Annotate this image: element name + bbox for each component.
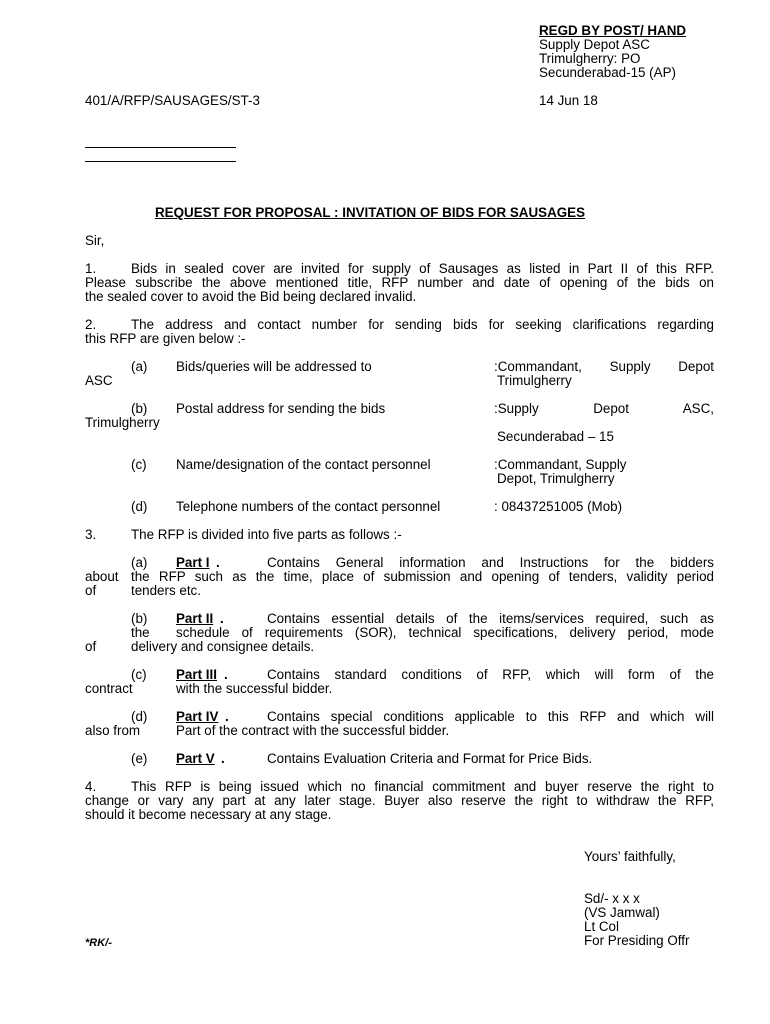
part-e-name: Part V: [176, 751, 215, 766]
part-a-wrap1: the RFP such as the time, place of submission and opening of tenders, validity period: [131, 569, 714, 584]
para2-item-a-value-2: Trimulgherry: [497, 373, 572, 388]
part-d-label: (d): [131, 709, 148, 724]
para4-number: 4.: [85, 779, 97, 794]
signature: Sd/- x x x: [584, 891, 640, 906]
reference-number: 401/A/RFP/SAUSAGES/ST-3: [85, 93, 260, 108]
para2-item-b-overflow: Trimulgherry: [85, 415, 160, 430]
para2-item-c-value: :Commandant, Supply: [494, 457, 627, 472]
part-b-name: Part II: [176, 611, 214, 626]
part-b-label: (b): [131, 611, 148, 626]
letter-date: 14 Jun 18: [539, 93, 598, 108]
part-a-wrap1-left: about: [85, 569, 119, 584]
part-d-text: Contains special conditions applicable to this RFP and which will: [267, 709, 714, 724]
para2-item-c-value-2: Depot, Trimulgherry: [497, 471, 615, 486]
para2-item-b-value: :Supply Depot ASC,: [494, 401, 714, 416]
part-d-name: Part IV: [176, 709, 219, 724]
part-b-text: Contains essential details of the items/services required, such as: [267, 611, 714, 626]
para4-line-1: This RFP is being issued which no financial commitment and buyer reserve the right to: [131, 779, 714, 794]
para2-item-c-label: (c): [131, 457, 147, 472]
part-e-label: (e): [131, 751, 148, 766]
signatory-rank: Lt Col: [584, 919, 619, 934]
part-a-name: Part I: [176, 555, 210, 570]
para2-item-d-text: Telephone numbers of the contact personnel: [176, 499, 441, 514]
para4-line-2: change or vary any part at any later stage. Buyer also reserve the right to withdraw the RFP,: [85, 793, 714, 808]
para2-item-b-text: Postal address for sending the bids: [176, 401, 386, 416]
sender-address-line-1: Supply Depot ASC: [539, 37, 650, 52]
part-a-period: .: [216, 555, 220, 570]
para1-line-1: Bids in sealed cover are invited for supply of Sausages as listed in Part II of this RFP.: [131, 261, 714, 276]
part-c-period: .: [224, 667, 228, 682]
part-c-text: Contains standard conditions of RFP, which will form of the: [267, 667, 714, 682]
part-a-wrap2: tenders etc.: [131, 583, 201, 598]
sender-address-line-2: Trimulgherry: PO: [539, 51, 641, 66]
part-b-wrap1: schedule of requirements (SOR), technical specifications, delivery period, mode: [176, 625, 714, 640]
part-a-label: (a): [131, 555, 148, 570]
document-title: REQUEST FOR PROPOSAL : INVITATION OF BIDS FOR SAUSAGES: [155, 205, 586, 220]
para2-item-a-text: Bids/queries will be addressed to: [176, 359, 372, 374]
part-b-wrap2: delivery and consignee details.: [131, 639, 315, 654]
para1-line-3: the sealed cover to avoid the Bid being declared invalid.: [85, 289, 417, 304]
para4-line-3: should it become necessary at any stage.: [85, 807, 332, 822]
para2-item-d-label: (d): [131, 499, 148, 514]
para1-number: 1.: [85, 261, 97, 276]
part-a-text: Contains General information and Instructions for the bidders: [267, 555, 714, 570]
part-c-wrap1: with the successful bidder.: [176, 681, 333, 696]
part-b-wrap1-left: the: [131, 625, 150, 640]
part-c-wrap1-left: contract: [85, 681, 133, 696]
part-b-wrap2-left: of: [85, 639, 97, 654]
part-d-wrap1: Part of the contract with the successful bidder.: [176, 723, 450, 738]
signatory-name: (VS Jamwal): [584, 905, 660, 920]
para2-item-a-overflow: ASC: [85, 373, 113, 388]
addressee-blank-line-1: [85, 147, 236, 148]
para2-line-2: this RFP are given below :-: [85, 331, 246, 346]
para2-item-d-value: : 08437251005 (Mob): [494, 499, 623, 514]
salutation: Sir,: [85, 233, 105, 248]
para2-item-b-label: (b): [131, 401, 148, 416]
part-c-label: (c): [131, 667, 147, 682]
para1-line-2: Please subscribe the above mentioned title, RFP number and date of opening of the bids on: [85, 275, 714, 290]
part-e-period: .: [221, 751, 225, 766]
regd-by-post-heading: REGD BY POST/ HAND: [539, 23, 687, 38]
para3-intro: The RFP is divided into five parts as follows :-: [131, 527, 402, 542]
part-c-name: Part III: [176, 667, 217, 682]
signatory-designation: For Presiding Offr: [584, 933, 690, 948]
part-a-wrap2-left: of: [85, 583, 97, 598]
para2-item-a-label: (a): [131, 359, 148, 374]
para2-item-a-value: :Commandant, Supply Depot: [494, 359, 714, 374]
para2-item-b-value-2: Secunderabad – 15: [497, 429, 614, 444]
addressee-blank-line-2: [85, 161, 236, 162]
part-b-period: .: [220, 611, 224, 626]
part-d-wrap1-left: also from: [85, 723, 141, 738]
sender-address-line-3: Secunderabad-15 (AP): [539, 65, 676, 80]
para2-line-1: The address and contact number for sending bids for seeking clarifications regarding: [131, 317, 714, 332]
para3-number: 3.: [85, 527, 97, 542]
part-e-text: Contains Evaluation Criteria and Format for Price Bids.: [267, 751, 593, 766]
para2-item-c-text: Name/designation of the contact personnel: [176, 457, 431, 472]
part-d-period: .: [225, 709, 229, 724]
para2-number: 2.: [85, 317, 97, 332]
closing-yours-faithfully: Yours’ faithfully,: [584, 849, 676, 864]
typist-initials: *RK/-: [85, 937, 112, 949]
